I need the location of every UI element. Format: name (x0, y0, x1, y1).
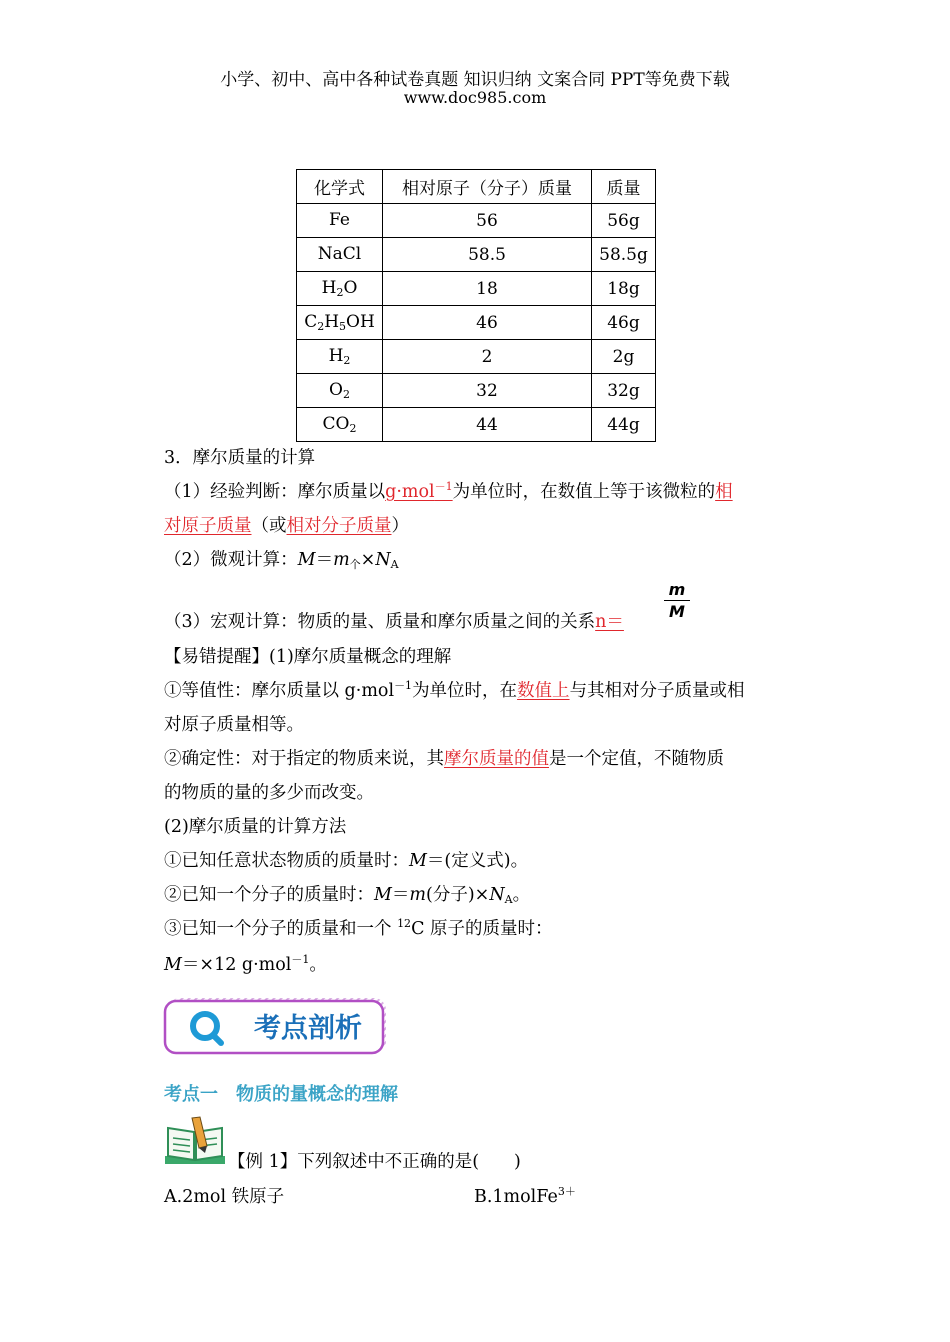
blank-molar-value: 摩尔质量的值 (444, 749, 549, 769)
exam-analysis-banner (162, 996, 390, 1058)
table-header-row (297, 170, 656, 204)
blank-relative-molecular: 相对分子质量 (286, 516, 392, 536)
cell-relative-mass: 44 (383, 408, 592, 442)
para-macro: （3）宏观计算：物质的量、质量和摩尔质量之间的关系n＝ (164, 612, 624, 632)
cell-mass: 2g (592, 340, 656, 374)
table-row (297, 374, 656, 408)
cell-relative-mass: 56 (383, 204, 592, 238)
tip-determinacy: ②确定性：对于指定的物质来说，其摩尔质量的值是一个定值，不随物质 (164, 749, 724, 769)
blank-formula: n＝ (595, 612, 624, 632)
tip-equivalence-cont: 对原子质量相等。 (164, 715, 304, 735)
cell-mass: 46g (592, 306, 656, 340)
cell-formula: $H_2O$ (297, 272, 383, 306)
blank-numeric: 数值上 (517, 681, 570, 701)
option-b: B.1molFe$^{3+}$ (474, 1185, 576, 1207)
para-empirical-cont: 对原子质量（或相对分子质量） (164, 516, 409, 536)
method-2: ②已知一个分子的质量时：M＝m(分子)$\times N_A$。 (164, 885, 531, 906)
frac-denominator: M (669, 602, 685, 621)
table-row (297, 238, 656, 272)
cell-relative-mass: 18 (383, 272, 592, 306)
cell-formula: Fe (297, 204, 383, 238)
method-title: (2)摩尔质量的计算方法 (164, 817, 347, 837)
cell-formula: $O_2$ (297, 374, 383, 408)
header-formula: 化学式 (297, 170, 383, 204)
para-micro: （2）微观计算：$M=m_个\times N_A$ (164, 550, 399, 571)
cell-formula: NaCl (297, 238, 383, 272)
cell-formula: $C_2H_5OH$ (297, 306, 383, 340)
section-title: 考点一 物质的量概念的理解 (164, 1084, 398, 1105)
cell-mass: 18g (592, 272, 656, 306)
cell-mass: 44g (592, 408, 656, 442)
para-empirical: （1）经验判断：摩尔质量以g·mol$^{-1}$为单位时，在数值上等于该微粒的相 (164, 480, 733, 502)
header-url: www.doc985.com (403, 88, 547, 107)
molar-mass-table (296, 169, 656, 442)
cell-mass: 58.5g (592, 238, 656, 272)
cell-relative-mass: 58.5 (383, 238, 592, 272)
cell-relative-mass: 32 (383, 374, 592, 408)
tip-title: 【易错提醒】(1)摩尔质量概念的理解 (164, 647, 452, 667)
cell-formula: $H_2$ (297, 340, 383, 374)
header-mass: 质量 (592, 170, 656, 204)
tip-equivalence: ①等值性：摩尔质量以 g·mol$^{-1}$为单位时，在数值上与其相对分子质量或相 (164, 679, 745, 701)
cell-mass: 32g (592, 374, 656, 408)
option-a: A.2mol 铁原子 (164, 1187, 285, 1207)
frac-numerator: m (664, 580, 690, 601)
cell-relative-mass: 46 (383, 306, 592, 340)
book-pencil-icon (164, 1116, 226, 1166)
blank-relative-atomic: 相 (715, 482, 733, 502)
tip-determinacy-cont: 的物质的量的多少而改变。 (164, 783, 374, 803)
example-1: 【例 1】下列叙述中不正确的是( ) (228, 1152, 521, 1172)
banner-text: 考点剖析 (254, 1013, 362, 1044)
method-3: ③已知一个分子的质量和一个 $^{12}$C 原子的质量时： (164, 917, 553, 939)
unit-gmol: g·mol$^{-1}$ (385, 480, 453, 502)
method-3-formula: M＝×12 g·mol$^{-1}$。 (164, 953, 327, 975)
table-row (297, 340, 656, 374)
table-row (297, 272, 656, 306)
cell-relative-mass: 2 (383, 340, 592, 374)
cell-formula: $CO_2$ (297, 408, 383, 442)
cell-mass: 56g (592, 204, 656, 238)
method-1: ①已知任意状态物质的质量时：M＝(定义式)。 (164, 851, 529, 871)
table-row (297, 306, 656, 340)
fraction-m-over-M (664, 580, 690, 623)
section-3-title: 3．摩尔质量的计算 (164, 448, 316, 468)
header-relative-mass: 相对原子（分子）质量 (383, 170, 592, 204)
header-slogan: 小学、初中、高中各种试卷真题 知识归纳 文案合同 PPT等免费下载 (220, 70, 730, 90)
table-row (297, 204, 656, 238)
table-row (297, 408, 656, 442)
